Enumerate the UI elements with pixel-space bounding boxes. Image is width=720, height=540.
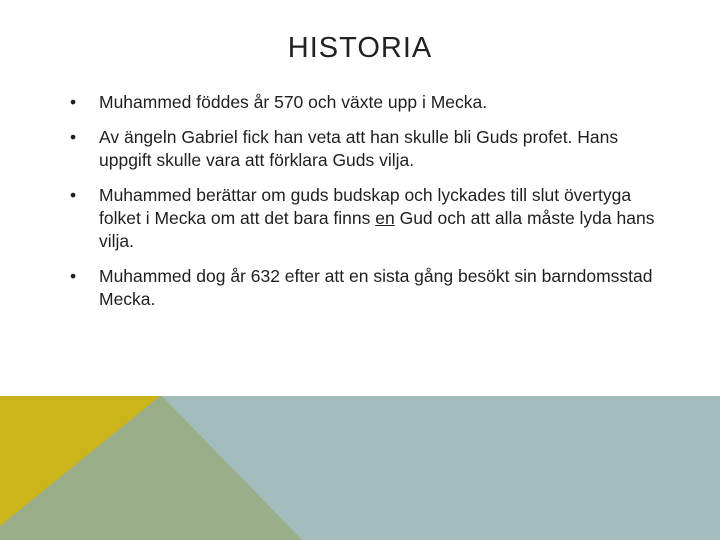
- bullet-marker: •: [70, 127, 77, 147]
- footer-decoration: [0, 396, 720, 540]
- bullet-marker: •: [70, 185, 77, 205]
- bullet-item: [70, 184, 670, 253]
- bullet-item: [70, 91, 670, 114]
- bullet-item: [70, 126, 670, 172]
- bullet-text: Muhammed föddes år 570 och växte upp i Mecka.: [99, 92, 488, 112]
- bullet-text-underlined: en: [375, 208, 395, 228]
- bullet-list: [70, 91, 670, 323]
- bullet-marker: •: [70, 92, 77, 112]
- bullet-text-before: Muhammed berättar om guds budskap och lyckades till slut övertyga folket i Mecka om att det bara finns: [99, 185, 632, 228]
- bullet-item: [70, 265, 670, 311]
- slide-title: HISTORIA: [287, 32, 433, 64]
- bullet-text: Muhammed dog år 632 efter att en sista gång besökt sin barndomsstad Mecka.: [99, 266, 653, 309]
- bullet-text-after: Gud och att alla måste lyda hans vilja.: [99, 208, 655, 251]
- bullet-marker: •: [70, 266, 77, 286]
- bullet-text: Av ängeln Gabriel fick han veta att han skulle bli Guds profet. Hans uppgift skulle vara att förklara Guds vilja.: [99, 127, 619, 170]
